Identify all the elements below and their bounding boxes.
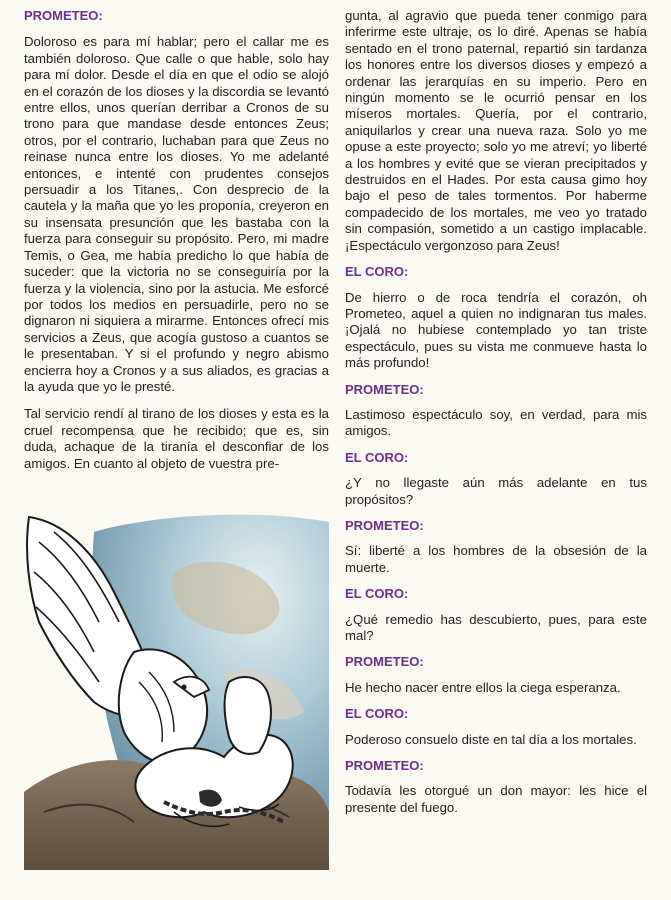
- left-column: [24, 8, 329, 483]
- dialogue-text: Sí: liberté a los hombres de la obsesión de la muerte.: [345, 543, 647, 575]
- eagle-eye: [182, 685, 187, 690]
- speaker-label: EL CORO:: [345, 586, 409, 602]
- speaker-label: EL CORO:: [345, 706, 409, 722]
- dialogue-text: Tal servicio rendí al tirano de los dioses y esta es la cruel recompensa que he recibido; que es, sin duda, achaque de la tiranía el desconfiar de los amigos. En cuanto al objeto de vuestra pre-: [24, 406, 329, 471]
- dialogue-text: ¿Qué remedio has descubierto, pues, para este mal?: [345, 611, 647, 643]
- speaker-label: PROMETEO:: [345, 654, 424, 670]
- dialogue-text: Lastimoso espectáculo soy, en verdad, para mis amigos.: [345, 406, 647, 439]
- speaker-label: EL CORO:: [345, 449, 409, 465]
- speaker-label: PROMETEO:: [345, 381, 424, 397]
- speaker-label: PROMETEO:: [345, 758, 424, 774]
- prometheus-knee: [224, 677, 270, 754]
- speaker-label: PROMETEO:: [24, 8, 103, 23]
- dialogue-text: De hierro o de roca tendría el corazón, oh Prometeo, aquel a quien no indignaran tus males. ¡Ojalá no hubiese contemplado yo tan triste espectáculo, pues su vista me conmueve hasta lo más profundo!: [345, 289, 647, 371]
- dialogue-text: Todavía les otorgué un don mayor: les hice el presente del fuego.: [345, 783, 647, 815]
- dialogue-text: He hecho nacer entre ellos la ciega esperanza.: [345, 679, 621, 695]
- right-column: [345, 8, 647, 826]
- speaker-label: PROMETEO:: [345, 517, 424, 533]
- illustration-svg: [24, 512, 329, 870]
- dialogue-text: ¿Y no llegaste aún más adelante en tus propósitos?: [345, 475, 647, 507]
- speaker-label: EL CORO:: [345, 264, 409, 280]
- dialogue-text: Doloroso es para mí hablar; pero el callar me es también doloroso. Que calle o que hable, solo hay para mí dolor. Desde el día en que el odio se alojó en el corazón de los dioses y la discordia se levantó entre ellos, unos querían derribar a Cronos de su trono para que mandase desde entonces Zeus; otros, por el contrario, luchaban para que Zeus no reinase nunca entre los dioses. Yo me adelanté entonces, e intenté con prudentes consejos persuadir a los Titanes,. Con desprecio de la cautela y la maña que yo les proponía, creyeron en su insensata presunción que les bastaba con la fuerza para conseguir su propósito. Pero, mi madre Temis, o Gea, me había predicho lo que había de suceder: que la victoria no se conseguiría por la fuerza y la violencia, sino por la astucia. Me esforcé por todos los medios en persuadirle, pero no se dignaron ni siquiera a mirarme. Entonces ofrecí mis servicios a Zeus, que acogía gustoso a cuantos se le presentaban. Y si el profundo y negro abismo encierra hoy a Cronos y a sus aliados, es gracias a la ayuda que yo le presté.: [24, 34, 329, 394]
- prometheus-eagle-illustration: [24, 512, 329, 870]
- dialogue-text: gunta, al agravio que pueda tener conmigo para inferirme este ultraje, os lo diré. Apenas se había sentado en el trono paternal, repartió sin tardanza los honores entre los diversos dioses y empezó a ordenar las jerarquías en su imperio. Pero en ningún momento se le ocurrió pensar en los míseros mortales. Quería, por el contrario, aniquilarlos y crear una nueva raza. Solo yo me opuse a este proyecto; solo yo me atreví; yo liberté a los hombres y evité que se vieran precipitados y destruidos en el Hades. Por esta causa gimo hoy bajo el peso de tales tormentos. Por haberme compadecido de los mortales, me veo yo tratado sin compasión, sometido a un castigo implacable. ¡Espectáculo vergonzoso para Zeus!: [345, 8, 647, 253]
- dialogue-text: Poderoso consuelo diste en tal día a los mortales.: [345, 731, 637, 747]
